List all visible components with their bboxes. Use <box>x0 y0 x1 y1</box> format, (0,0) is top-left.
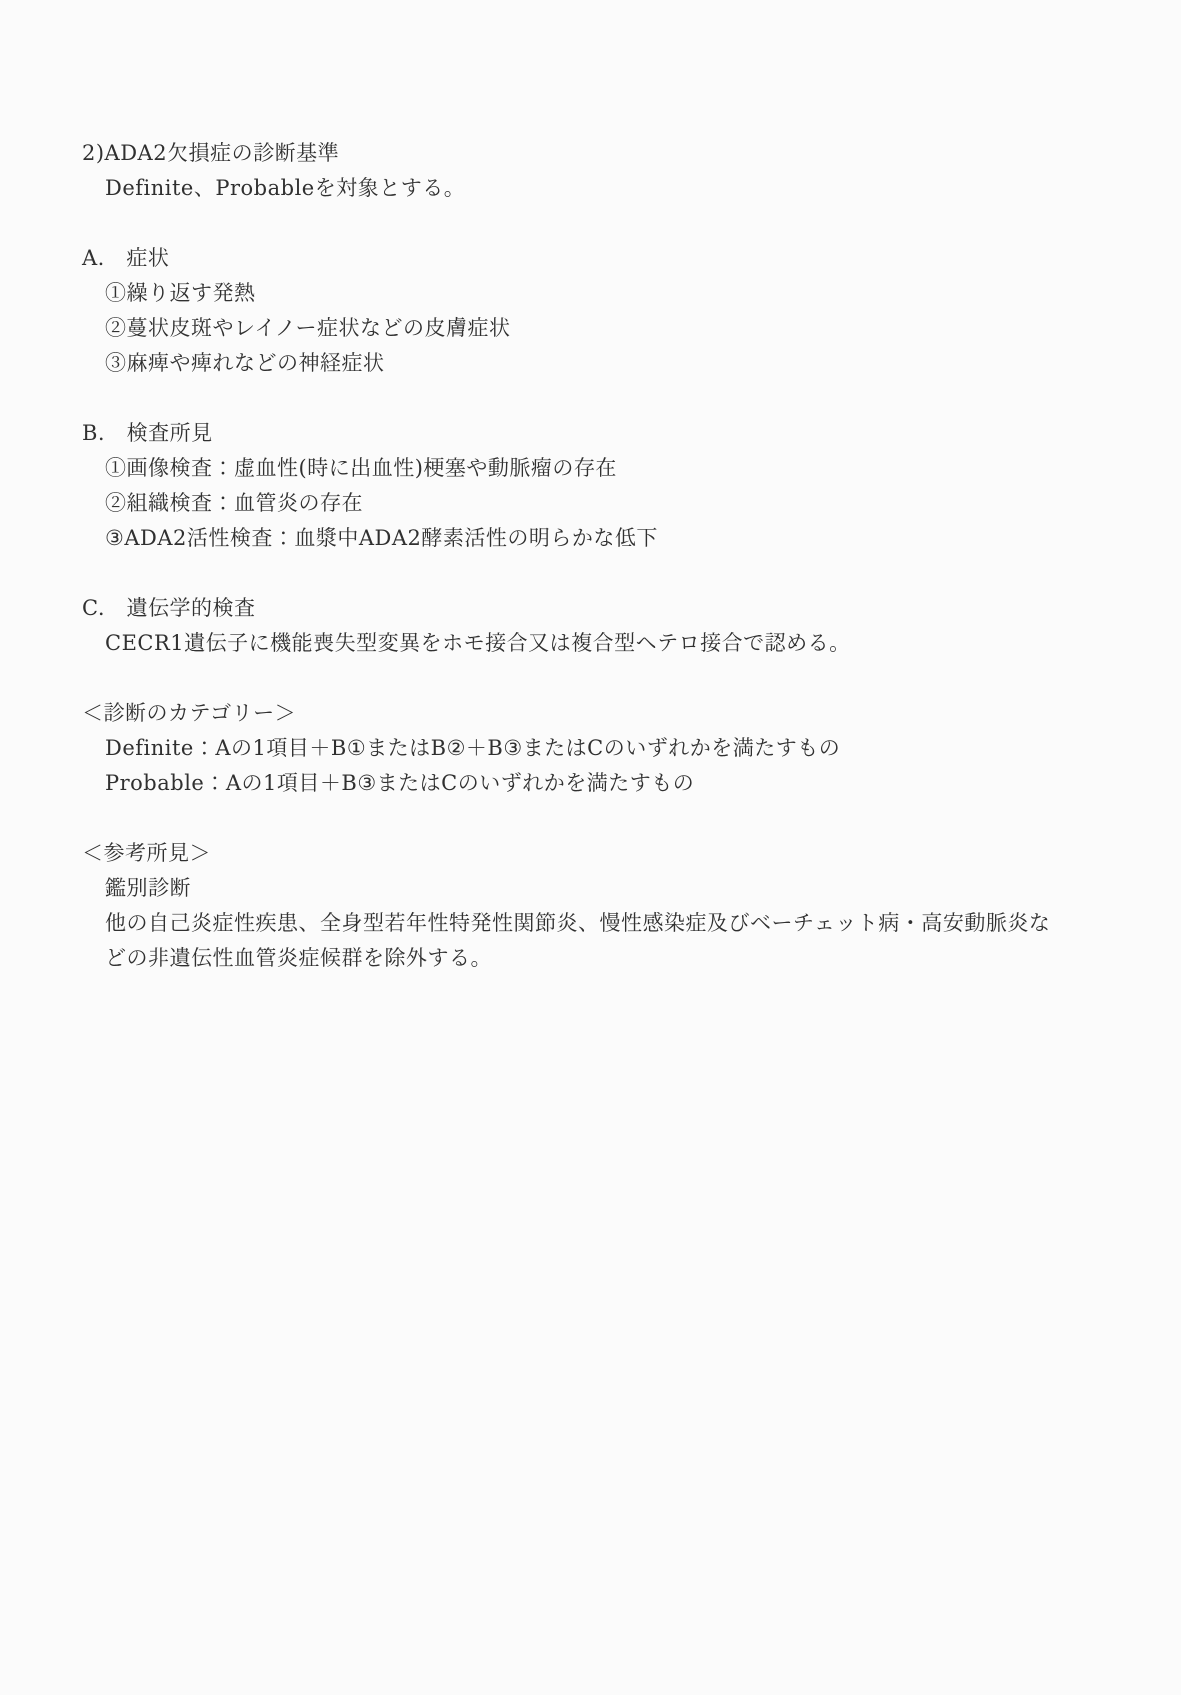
section-heading: ＜診断のカテゴリー＞ <box>82 701 297 725</box>
section-item: ③麻痺や痺れなどの神経症状 <box>105 351 385 375</box>
section-item: ②組織検査：血管炎の存在 <box>105 491 363 515</box>
section-heading: C. 遺伝学的検査 <box>82 596 256 620</box>
doc-subtitle: Definite、Probableを対象とする。 <box>105 176 466 200</box>
section-item: Probable：Aの1項目＋B③またはCのいずれかを満たすもの <box>105 771 695 795</box>
section-item: CECR1遺伝子に機能喪失型変異をホモ接合又は複合型ヘテロ接合で認める。 <box>105 631 851 655</box>
section-item: Definite：Aの1項目＋B①またはB②＋B③またはCのいずれかを満たすもの <box>105 736 841 760</box>
section-item: ①繰り返す発熱 <box>105 281 256 305</box>
section-reference-findings <box>82 836 1051 976</box>
section-item: ②蔓状皮斑やレイノー症状などの皮膚症状 <box>105 316 511 340</box>
section-item: 鑑別診断 <box>105 876 191 900</box>
section-exam-findings <box>82 416 1051 556</box>
section-symptoms <box>82 241 1051 381</box>
doc-header <box>82 136 1051 206</box>
section-heading: A. 症状 <box>82 246 170 270</box>
section-item: 他の自己炎症性疾患、全身型若年性特発性関節炎、慢性感染症及びベーチェット病・高安動脈炎などの非遺伝性血管炎症候群を除外する。 <box>105 911 1051 970</box>
section-item: ①画像検査：虚血性(時に出血性)梗塞や動脈瘤の存在 <box>105 456 617 480</box>
section-diagnosis-category <box>82 696 1051 801</box>
section-heading: B. 検査所見 <box>82 421 213 445</box>
section-heading: ＜参考所見＞ <box>82 841 211 865</box>
section-genetic-test <box>82 591 1051 661</box>
doc-title: 2)ADA2欠損症の診断基準 <box>82 141 340 165</box>
section-item: ③ADA2活性検査：血漿中ADA2酵素活性の明らかな低下 <box>105 526 658 550</box>
